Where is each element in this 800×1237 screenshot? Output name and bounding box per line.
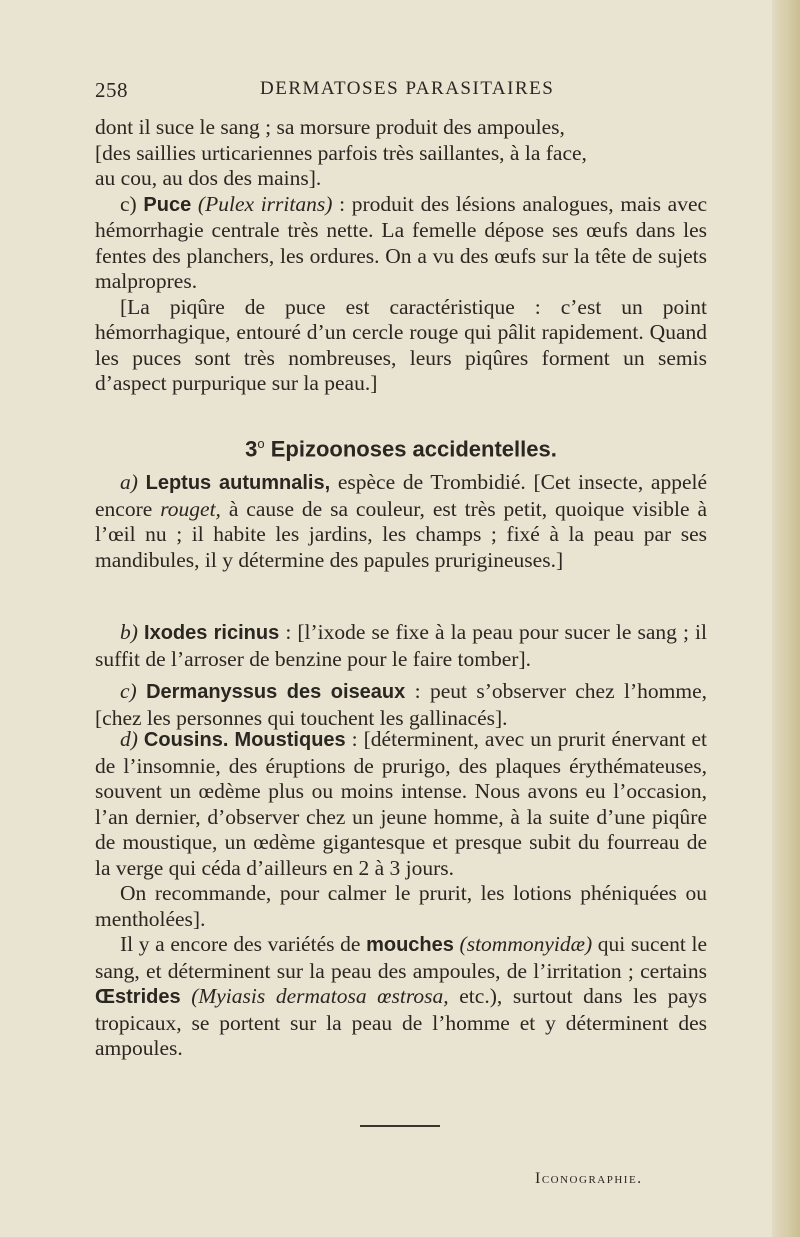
ixodes-label: b): [120, 620, 138, 644]
running-title: DERMATOSES PARASITAIRES: [260, 78, 555, 99]
ixodes-text: : [l’ixode se fixe à la peau pour sucer le sang ; il suffit de l’arroser de benzine pour le faire tomber].: [95, 620, 708, 671]
cousins-block: [95, 727, 707, 1062]
intro-line-1: dont il suce le sang ; sa morsure produit des ampoules,: [95, 115, 565, 139]
puce-name: Puce: [143, 193, 192, 216]
oestrides-latin: (Myiasis dermatosa œstrosa,: [191, 984, 449, 1008]
ixodes-block: [95, 620, 707, 672]
dermanyssus-block: [95, 679, 707, 731]
page-header: [95, 78, 705, 108]
intro-line-2: [des saillies urticariennes parfois très saillantes, à la face,: [95, 140, 587, 165]
cousins-name: Cousins. Moustiques: [143, 729, 346, 751]
puce-label: c): [120, 191, 137, 216]
footer-catchword: Iconographie.: [535, 1170, 643, 1187]
leptus-name: Leptus autumnalis,: [145, 472, 331, 494]
puce-paragraph: [95, 192, 707, 295]
leptus-text-2: à cause de sa couleur, est très petit, quoique visible à l’œil nu ; il habite les jardins, les champs ; fixé à la peau par ses mandibules, il y détermine des papules prurigineuses.]: [95, 496, 707, 572]
section-number: 3: [245, 436, 258, 462]
dermanyssus-name: Dermanyssus des oiseaux: [146, 681, 406, 703]
section-rule: [360, 1125, 440, 1127]
page-number: 258: [95, 78, 128, 102]
dermanyssus-label: c): [120, 679, 137, 703]
cousins-recommendation: On recommande, pour calmer le prurit, les lotions phéniquées ou mentholées].: [95, 881, 707, 931]
cousins-paragraph: [95, 727, 707, 881]
mouches-text-3: etc.), surtout dans les pays tropicaux, se portent sur la peau de l’homme et y déterminent des ampoules.: [95, 984, 708, 1060]
mouches-paragraph: [95, 932, 707, 1062]
mouches-text-2: qui sucent le sang, et déterminent sur la peau des ampoules, de l’irritation ; certains: [95, 932, 707, 983]
puce-note: [La piqûre de puce est caractéristique : c’est un point hémorrhagique, entouré d’un cercle rouge qui pâlit rapidement. Quand les puces sont très nombreuses, leurs piqûres forment un semis d’aspect purpurique sur la peau.]: [95, 294, 707, 395]
leptus-common-name: rouget,: [160, 496, 221, 521]
section-ordinal: o: [257, 436, 265, 451]
ixodes-paragraph: [95, 620, 707, 672]
leptus-text-1: espèce de Trombidié. [Cet insecte, appelé encore: [95, 470, 708, 521]
oestrides-name: Œstrides: [95, 986, 181, 1008]
cousins-label: d): [120, 727, 138, 751]
leptus-label: a): [120, 470, 138, 494]
leptus-block: [95, 470, 707, 573]
puce-text: : produit des lésions analogues, mais avec hémorrhagie centrale très nette. La femelle dépose ses œufs dans les fentes des planchers, les ordures. On a vu des œufs sur la tête de sujets malpropres.: [95, 191, 708, 293]
dermanyssus-paragraph: [95, 679, 707, 731]
mouches-text-1: Il y a encore des variétés de: [120, 932, 361, 956]
cousins-text: : [déterminent, avec un prurit énervant et de l’insomnie, des éruptions de prurigo, des plaques érythémateuses, souvent un œdème plus ou moins intense. Nous avons eu l’occasion, l’an dernier, d’observer chez un jeune homme, à la suite d’une piqûre de moustique, un œdème gigantesque et presque subit du fourreau de la verge qui céda d’ailleurs en 2 à 3 jours.: [95, 727, 708, 880]
section-title: Epizoonoses accidentelles.: [270, 436, 557, 462]
mouches-latin: (stommonyidæ): [459, 932, 593, 956]
section-heading: [95, 436, 707, 462]
intro-and-puce-block: [95, 115, 707, 397]
leptus-paragraph: [95, 470, 707, 573]
ixodes-name: Ixodes ricinus: [144, 622, 280, 644]
intro-line-3: au cou, au dos des mains].: [95, 166, 322, 190]
page-edge: [772, 0, 800, 1237]
puce-latin: (Pulex irritans): [197, 191, 333, 216]
dermanyssus-text: : peut s’observer chez l’homme, [chez les personnes qui touchent les gallinacés].: [95, 679, 707, 730]
mouches-name: mouches: [366, 934, 454, 956]
